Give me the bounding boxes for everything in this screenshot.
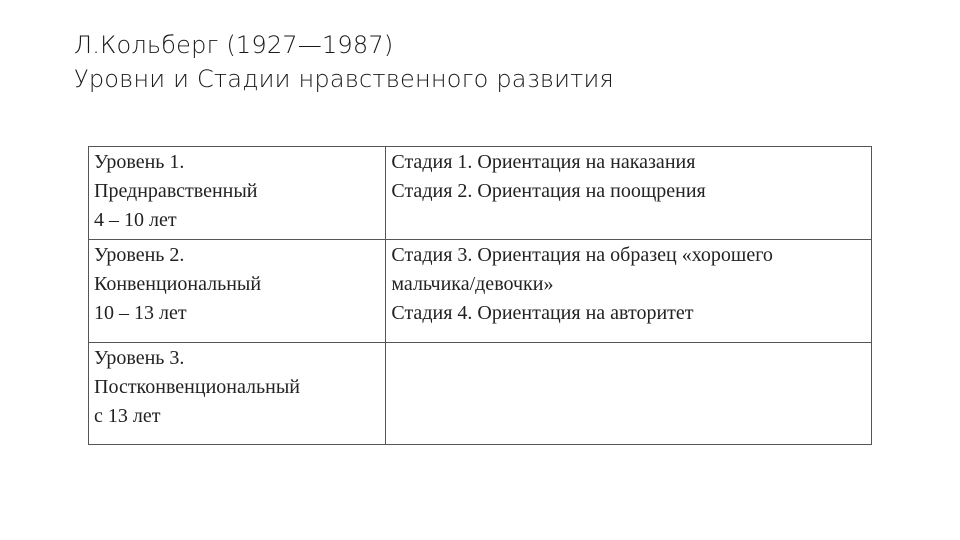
level-age: с 13 лет <box>94 405 161 427</box>
level-cell <box>89 147 386 240</box>
level-name: Уровень 3. <box>94 347 185 369</box>
level-title: Конвенциональный <box>94 273 262 295</box>
table-row <box>89 240 872 343</box>
level-name: Уровень 1. <box>94 151 185 173</box>
level-age: 10 – 13 лет <box>94 302 187 324</box>
levels-table <box>88 146 872 445</box>
level-title: Постконвенциональный <box>94 376 300 398</box>
stage-cell-empty <box>386 343 872 445</box>
stage-line: мальчика/девочки» <box>391 273 554 295</box>
level-name: Уровень 2. <box>94 244 185 266</box>
title-line-topic: Уровни и Стадии нравственного развития <box>74 65 614 93</box>
level-cell <box>89 343 386 445</box>
stage-line: Стадия 2. Ориентация на поощрения <box>391 180 706 202</box>
title-line-author: Л.Кольберг (1927—1987) <box>74 31 394 59</box>
stage-cell <box>386 147 872 240</box>
level-age: 4 – 10 лет <box>94 209 177 231</box>
level-title: Преднравственный <box>94 180 258 202</box>
table-row <box>89 147 872 240</box>
slide-title <box>74 28 614 96</box>
level-cell <box>89 240 386 343</box>
table-row <box>89 343 872 445</box>
stage-line: Стадия 4. Ориентация на авторитет <box>391 302 694 324</box>
stage-line: Стадия 1. Ориентация на наказания <box>391 151 696 173</box>
stage-cell <box>386 240 872 343</box>
stage-line: Стадия 3. Ориентация на образец «хорошего <box>391 244 773 266</box>
